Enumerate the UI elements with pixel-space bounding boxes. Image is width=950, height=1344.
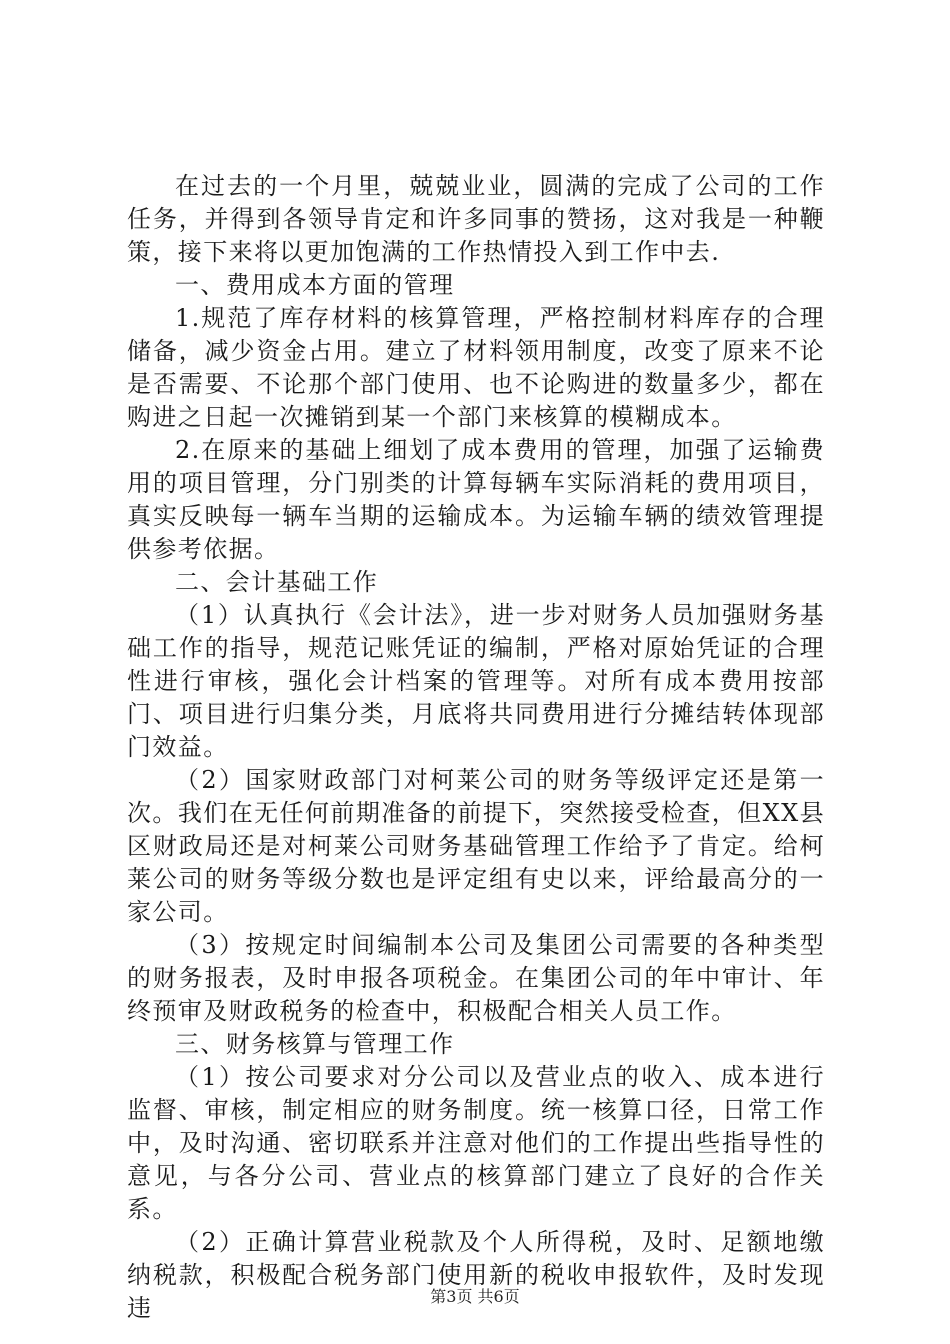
- document-body: [127, 170, 825, 1325]
- paragraph-2-2: （2）国家财政部门对柯莱公司的财务等级评定还是第一次。我们在无任何前期准备的前提下，突然接受检查，但XX县区财政局还是对柯莱公司财务基础管理工作给予了肯定。给柯莱公司的财务等级分数也是评定组有史以来，评给最高分的一家公司。: [127, 766, 825, 926]
- paragraph-3-2: （2）正确计算营业税款及个人所得税，及时、足额地缴纳税款，积极配合税务部门使用新的税收申报软件，及时发现违: [127, 1228, 825, 1322]
- paragraph-2-3: （3）按规定时间编制本公司及集团公司需要的各种类型的财务报表，及时申报各项税金。在集团公司的年中审计、年终预审及财政税务的检查中，积极配合相关人员工作。: [127, 931, 825, 1025]
- paragraph-1-1: 1.规范了库存材料的核算管理，严格控制材料库存的合理储备，减少资金占用。建立了材料领用制度，改变了原来不论是否需要、不论那个部门使用、也不论购进的数量多少，都在购进之日起一次摊销到某一个部门来核算的模糊成本。: [127, 304, 825, 431]
- section-heading-2: 二、会计基础工作: [175, 568, 379, 596]
- page-footer: 第3页 共6页: [430, 1287, 520, 1306]
- section-heading-1: 一、费用成本方面的管理: [175, 271, 455, 299]
- paragraph-1-2: 2.在原来的基础上细划了成本费用的管理，加强了运输费用的项目管理，分门别类的计算每辆车实际消耗的费用项目，真实反映每一辆车当期的运输成本。为运输车辆的绩效管理提供参考依据。: [127, 436, 825, 563]
- paragraph-2-1: （1）认真执行《会计法》，进一步对财务人员加强财务基础工作的指导，规范记账凭证的编制，严格对原始凭证的合理性进行审核，强化会计档案的管理等。对所有成本费用按部门、项目进行归集分类，月底将共同费用进行分摊结转体现部门效益。: [127, 601, 825, 761]
- section-heading-3: 三、财务核算与管理工作: [175, 1030, 455, 1058]
- paragraph-3-1: （1）按公司要求对分公司以及营业点的收入、成本进行监督、审核，制定相应的财务制度。统一核算口径，日常工作中，及时沟通、密切联系并注意对他们的工作提出些指导性的意见，与各分公司、营业点的核算部门建立了良好的合作关系。: [127, 1063, 825, 1223]
- paragraph-intro: 在过去的一个月里，兢兢业业，圆满的完成了公司的工作任务，并得到各领导肯定和许多同事的赞扬，这对我是一种鞭策，接下来将以更加饱满的工作热情投入到工作中去.: [127, 172, 825, 266]
